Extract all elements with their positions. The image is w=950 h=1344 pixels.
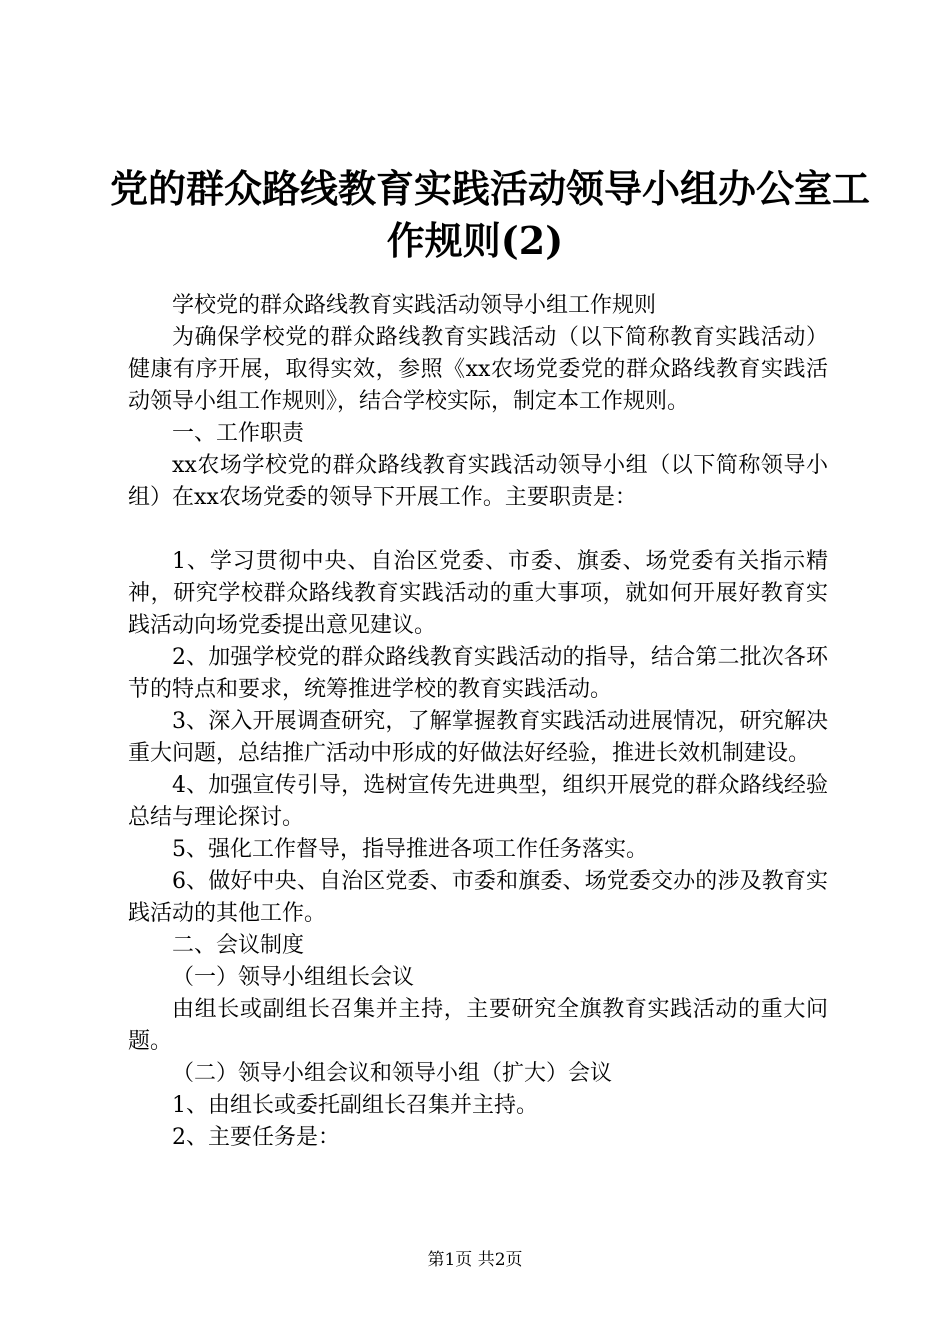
document-body <box>128 290 828 1154</box>
duty-item-1: 1、学习贯彻中央、自治区党委、市委、旗委、场党委有关指示精神，研究学校群众路线教育实践活动的重大事项，就如何开展好教育实践活动向场党委提出意见建议。 <box>128 549 828 638</box>
subsection-heading-leader-meeting: （一）领导小组组长会议 <box>172 965 415 990</box>
duty-item-2: 2、加强学校党的群众路线教育实践活动的指导，结合第二批次各环节的特点和要求，统筹推进学校的教育实践活动。 <box>128 645 828 702</box>
duty-item-6: 6、做好中央、自治区党委、市委和旗委、场党委交办的涉及教育实践活动的其他工作。 <box>128 869 828 926</box>
document-title-line-2: 作规则(2) <box>386 218 564 263</box>
paragraph-subtitle: 学校党的群众路线教育实践活动领导小组工作规则 <box>172 293 657 318</box>
section-heading-meetings: 二、会议制度 <box>172 933 305 958</box>
duty-item-5: 5、强化工作督导，指导推进各项工作任务落实。 <box>172 837 648 862</box>
subsection-heading-group-meeting: （二）领导小组会议和领导小组（扩大）会议 <box>172 1061 613 1086</box>
document-title-line-1: 党的群众路线教育实践活动领导小组办公室工 <box>110 166 871 211</box>
meeting-item-1: 1、由组长或委托副组长召集并主持。 <box>172 1093 538 1118</box>
duty-item-3: 3、深入开展调查研究，了解掌握教育实践活动进展情况，研究解决重大问题，总结推广活动中形成的好做法好经验，推进长效机制建设。 <box>128 709 828 766</box>
paragraph-duties-intro: xx农场学校党的群众路线教育实践活动领导小组（以下简称领导小组）在xx农场党委的领导下开展工作。主要职责是： <box>128 453 828 510</box>
paragraph-leader-meeting: 由组长或副组长召集并主持，主要研究全旗教育实践活动的重大问题。 <box>128 997 828 1054</box>
meeting-item-2: 2、主要任务是： <box>172 1125 340 1150</box>
paragraph-intro: 为确保学校党的群众路线教育实践活动（以下简称教育实践活动）健康有序开展，取得实效，参照《xx农场党委党的群众路线教育实践活动领导小组工作规则》，结合学校实际，制定本工作规则。 <box>128 325 828 414</box>
section-heading-duties: 一、工作职责 <box>172 421 305 446</box>
duty-item-4: 4、加强宣传引导，选树宣传先进典型，组织开展党的群众路线经验总结与理论探讨。 <box>128 773 828 830</box>
page-number-footer: 第1页 共2页 <box>427 1250 523 1270</box>
